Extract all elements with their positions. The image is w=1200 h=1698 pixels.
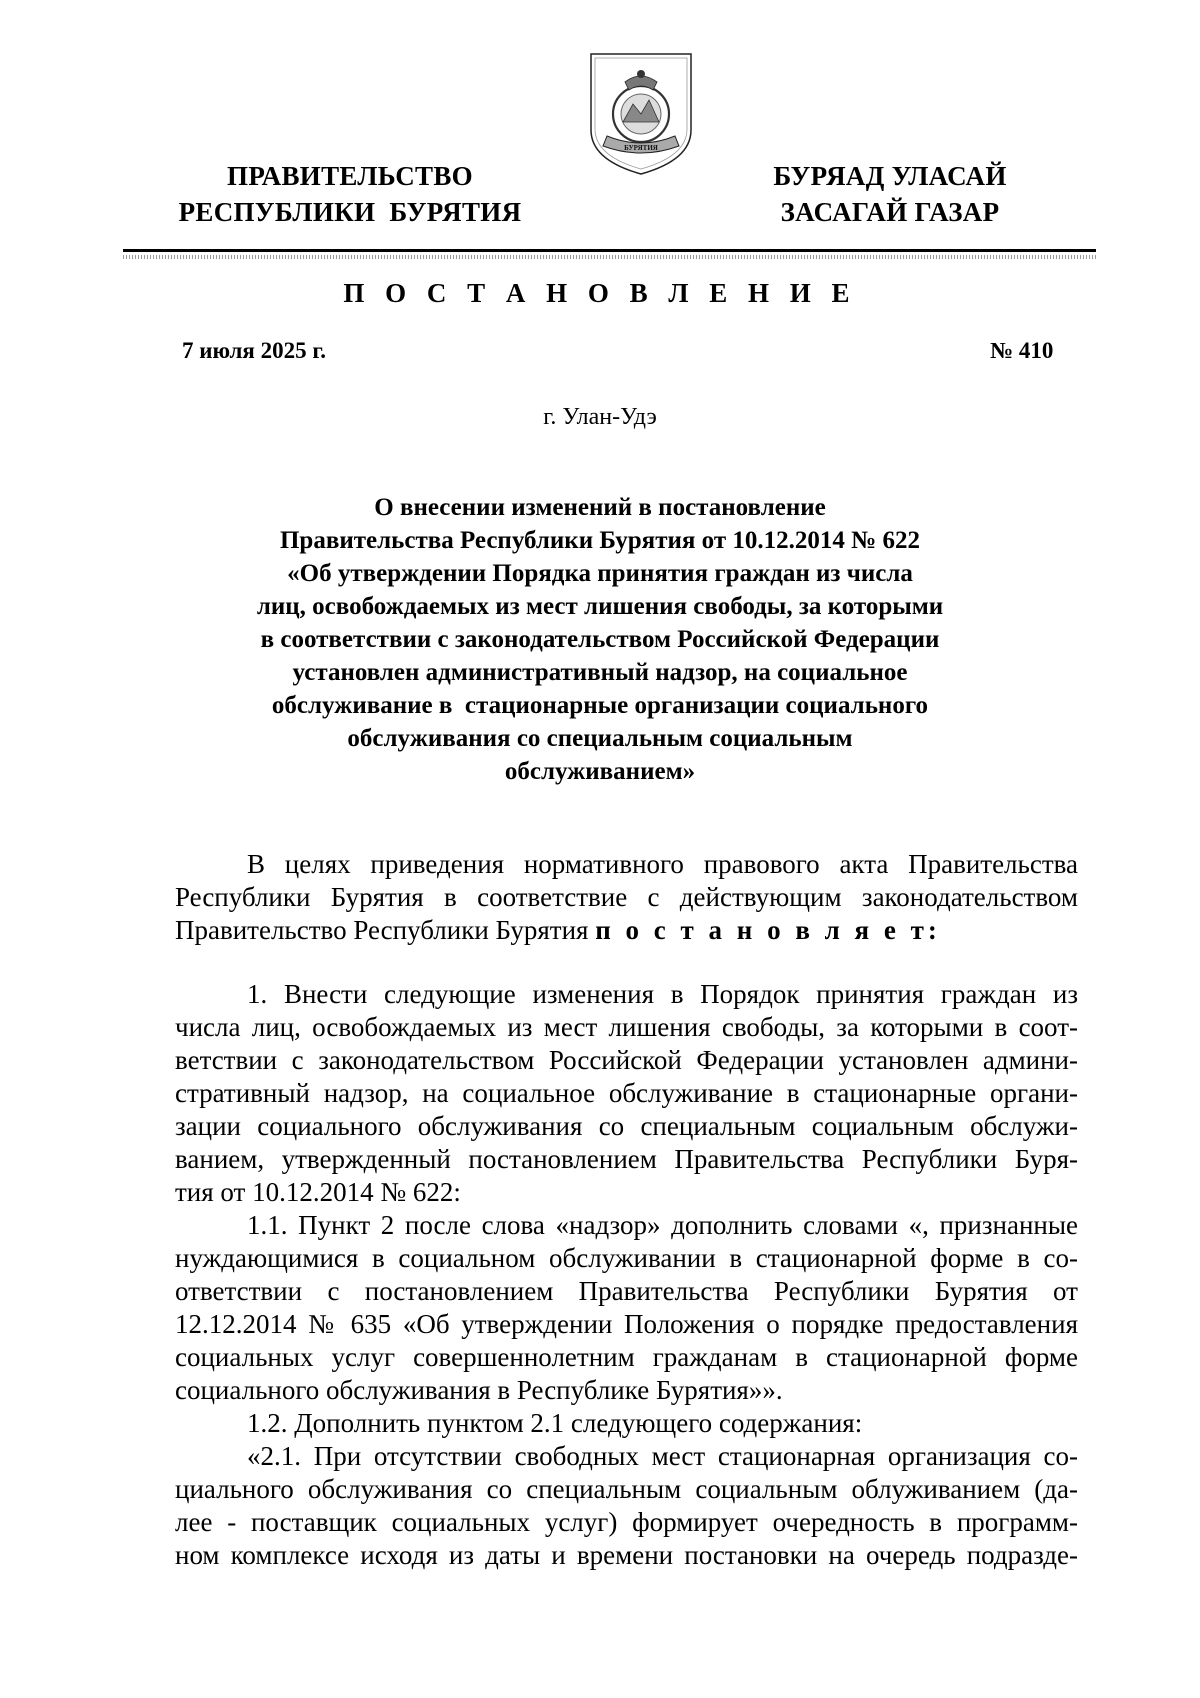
title-line: О внесении изменений в постановление [374,494,826,521]
title-line: лиц, освобождаемых из мест лишения свободы, за которыми [256,593,944,620]
header-left [160,158,540,230]
decree-word: п о с т а н о в л я е т: [595,915,941,945]
header-left-line1: ПРАВИТЕЛЬСТВО [227,161,473,191]
body-line: нуждающимися в социальном обслуживании в стационарной форме в со- [175,1243,1078,1273]
body-line: социального обслуживания в Республике Бурятия»». [175,1375,783,1405]
header-rule [123,249,1096,252]
body-line: «2.1. При отсутствии свободных мест стационарная организация со- [247,1441,1078,1471]
body-line: 1. Внести следующие изменения в Порядок принятия граждан из [247,979,1078,1009]
document-number: № 410 [990,338,1054,363]
body-line: 12.12.2014 № 635 «Об утверждении Положения о порядке предоставления [175,1309,1078,1339]
body-line: ответствии с постановлением Правительства Республики Бурятия от [175,1276,1078,1306]
body-line: числа лиц, освобождаемых из мест лишения свободы, за которыми в соот- [175,1012,1078,1042]
title-line: в соответствии с законодательством Российской Федерации [260,626,940,653]
preamble-line: Республики Бурятия в соответствие с действующим законодательством [175,882,1078,912]
header-left-line2: РЕСПУБЛИКИ БУРЯТИЯ [178,197,522,227]
header-right-line1: БУРЯАД УЛАСАЙ [773,161,1007,191]
title-line: «Об утверждении Порядка принятия граждан из числа [287,560,913,587]
document-type: П О С Т А Н О В Л Е Н И Е [343,278,857,308]
preamble-paragraph [175,848,1078,947]
preamble-line [175,914,1078,947]
body-line: лее - поставщик социальных услуг) формирует очередность в программ- [175,1507,1078,1537]
body-line: ном комплексе исходя из даты и времени постановки на очередь подразде- [175,1540,1078,1570]
preamble-line: В целях приведения нормативного правового акта Правительства [247,849,1078,879]
emblem-ribbon-text: БУРЯТИЯ [624,144,658,152]
body-line: 1.2. Дополнить пунктом 2.1 следующего содержания: [247,1408,863,1438]
header-right-line2: ЗАСАГАЙ ГАЗАР [780,197,1000,227]
document-date: 7 июля 2025 г. [182,338,326,363]
preamble-line3-text: Правительство Республики Бурятия [175,915,596,945]
body-line: ветствии с законодательством Российской Федерации установлен админи- [175,1045,1078,1075]
body-line: стративный надзор, на социальное обслуживание в стационарные органи- [175,1078,1078,1108]
coat-of-arms-icon [589,52,693,176]
document-title [180,491,1020,788]
body-line: тия от 10.12.2014 № 622: [175,1177,461,1207]
header-right [740,158,1040,230]
title-line: установлен административный надзор, на социальное [292,659,908,686]
title-line: обслуживания со специальным социальным [347,725,853,752]
title-line: обслуживание в стационарные организации социального [271,692,929,719]
header-rule-dotted [123,255,1096,259]
title-line: обслуживанием» [504,758,696,785]
body-line: ванием, утвержденный постановлением Правительства Республики Буря- [175,1144,1078,1174]
body-line: зации социального обслуживания со специальным социальным обслужи- [175,1111,1078,1141]
body-line: циального обслуживания со специальным социальным облуживанием (да- [175,1474,1078,1504]
body-text [175,978,1078,1572]
coat-of-arms-svg [589,52,693,176]
document-city: г. Улан-Удэ [543,404,657,430]
title-line: Правительства Республики Бурятия от 10.12.2014 № 622 [279,527,920,554]
body-line: 1.1. Пункт 2 после слова «надзор» дополнить словами «, признанные [247,1210,1078,1240]
body-line: социальных услуг совершеннолетним гражданам в стационарной форме [175,1342,1078,1372]
